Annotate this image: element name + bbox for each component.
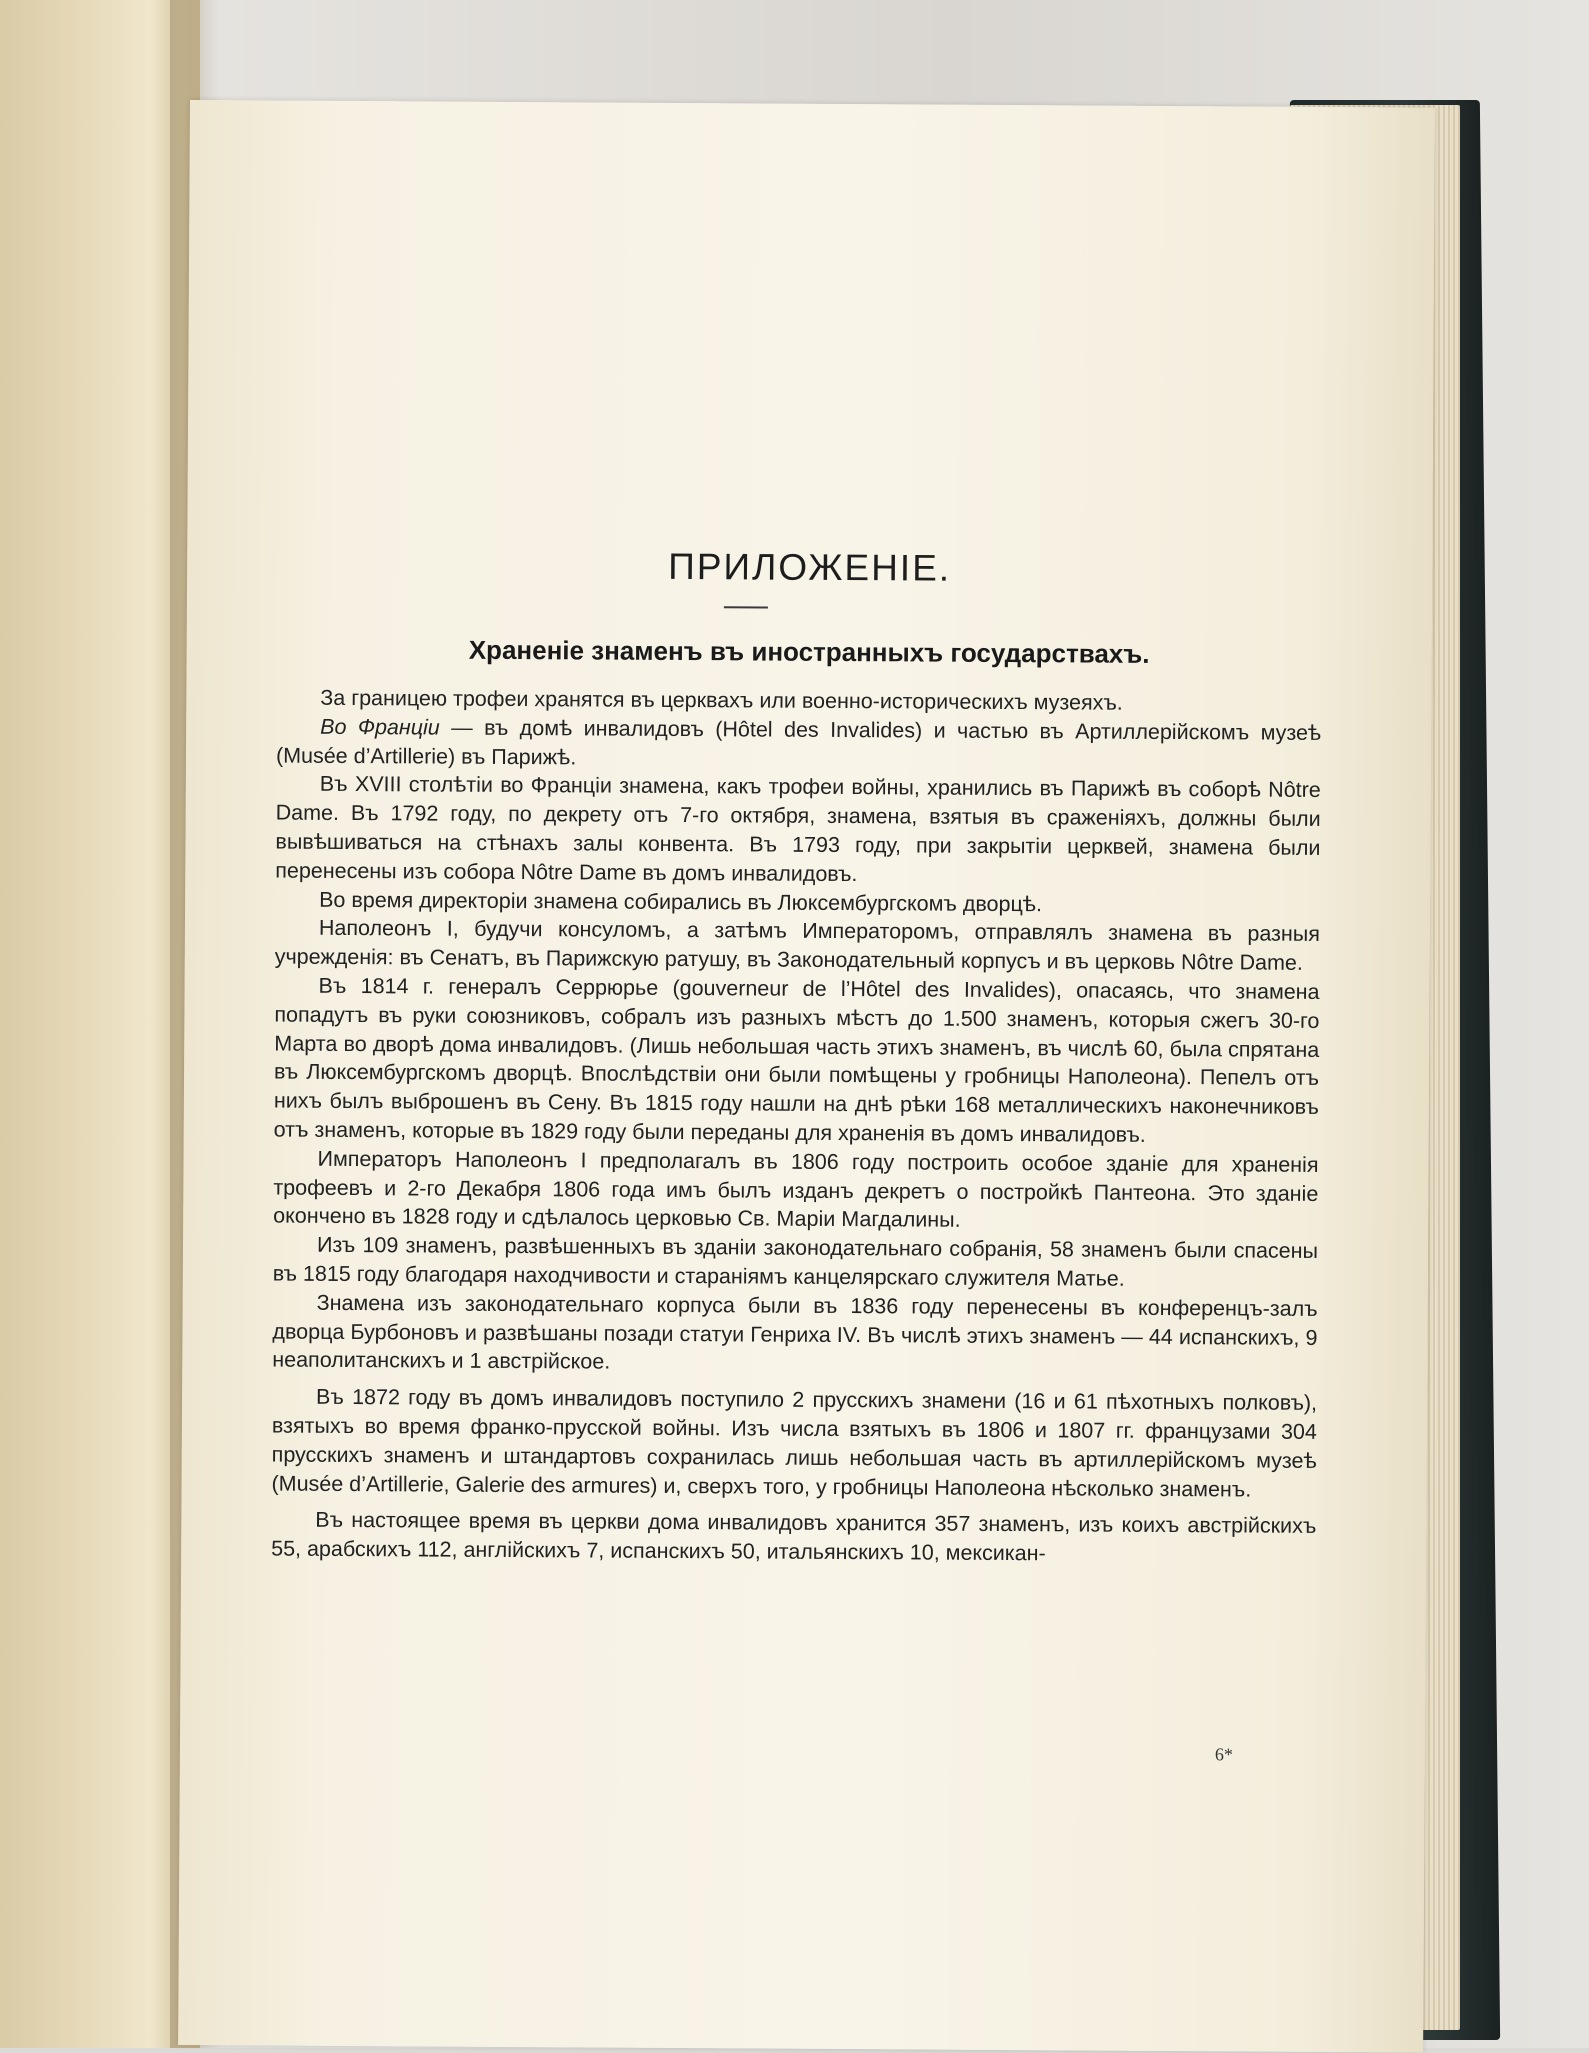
section-title: Храненіе знаменъ въ иностранныхъ государствахъ. xyxy=(468,634,1150,669)
paragraph-lead: Во Франціи xyxy=(320,714,440,740)
paragraph: Во Франціи — въ домѣ инвалидовъ (Hôtel des Invalides) и частью въ Артиллерійскомъ музеѣ (Musée d’Artillerie) въ Парижѣ. xyxy=(275,714,1322,769)
paragraph: Знамена изъ законодательнаго корпуса были въ 1836 году перенесены въ конференцъ-залъ дворца Бурбоновъ и развѣшаны позади статуи Генриха IV. Въ числѣ этихъ знаменъ — 44 испанскихъ, 9 неаполитанскихъ и 1 австрійское. xyxy=(272,1290,1318,1374)
paragraph: Во время директоріи знамена собирались въ Люксембургскомъ дворцѣ. xyxy=(319,887,1043,916)
document-page xyxy=(178,100,1435,2053)
paragraph: Въ 1872 году въ домъ инвалидовъ поступило 2 прусскихъ знамени (16 и 61 пѣхотныхъ полковъ), взятыхъ во время франко-прусской войны. Изъ числа взятыхъ въ 1806 и 1807 гг. французами 304 прусскихъ знаменъ и штандартовъ сохранилась лишь небольшая часть въ артиллерійскомъ музеѣ (Musée d’Artillerie, Galerie des armures) и, сверхъ того, у гробницы Наполеона нѣсколько знаменъ. xyxy=(271,1384,1318,1502)
paragraph: Изъ 109 знаменъ, развѣшенныхъ въ зданіи законодательнаго собранія, 58 знаменъ были спасены въ 1815 году благодаря находчивости и стараніямъ канцелярскаго служителя Матье. xyxy=(272,1232,1319,1291)
paragraph: Въ 1814 г. генералъ Серрюрье (gouverneur de l’Hôtel des Invalides), опасаясь, что знамена попадутъ въ руки союзниковъ, собралъ изъ разныхъ мѣстъ до 1.500 знаменъ, которыя сжегъ 30-го Марта во дворѣ дома инвалидовъ. (Лишь небольшая часть этихъ знаменъ, въ числѣ 60, была спрятана въ Люксембургскомъ дворцѣ. Впослѣдствіи они были помѣщены у гробницы Наполеона). Пепелъ отъ нихъ былъ выброшенъ въ Сену. Въ 1815 году нашли на днѣ рѣки 168 металлическихъ наконечниковъ отъ знаменъ, которые въ 1829 году были переданы для храненія въ домъ инвалидовъ. xyxy=(273,973,1320,1147)
paragraph: За границею трофеи хранятся въ церквахъ или военно-историческихъ музеяхъ. xyxy=(320,685,1123,715)
paragraph: Въ настоящее время въ церкви дома инвалидовъ хранится 357 знаменъ, изъ коихъ австрійскихъ 55, арабскихъ 112, англійскихъ 7, испанскихъ 50, итальянскихъ 10, мексикан- xyxy=(271,1508,1317,1566)
paragraph: Въ XVIII столѣтіи во Франціи знамена, какъ трофеи войны, хранились въ Парижѣ въ соборѣ Nôtre Dame. Въ 1792 году, по декрету отъ 7-го октября, знамена, взятыя въ сраженіяхъ, должны были вывѣшиваться на стѣнахъ залы конвента. Въ 1793 году, при закрытіи церквей, знамена были перенесены изъ собора Nôtre Dame въ домъ инвалидовъ. xyxy=(275,772,1321,886)
title-divider xyxy=(724,606,768,608)
paragraph: Наполеонъ I, будучи консуломъ, а затѣмъ Императоромъ, отправлялъ знамена въ разныя учрежденія: въ Сенатъ, въ Парижскую ратушу, въ Законодательный корпусъ и въ церковь Nôtre Dame. xyxy=(274,916,1320,975)
page-number: 6* xyxy=(1214,1744,1233,1765)
page-title: ПРИЛОЖЕНІЕ. xyxy=(668,545,952,589)
body-text xyxy=(271,684,1321,1570)
paragraph: Императоръ Наполеонъ I предполагалъ въ 1806 году построить особое зданіе для храненія трофеевъ и 2-го Декабря 1806 года имъ былъ изданъ декретъ о постройкѣ Пантеона. Это зданіе окончено въ 1828 году и сдѣлалось церковью Св. Маріи Магдалины. xyxy=(273,1146,1319,1233)
